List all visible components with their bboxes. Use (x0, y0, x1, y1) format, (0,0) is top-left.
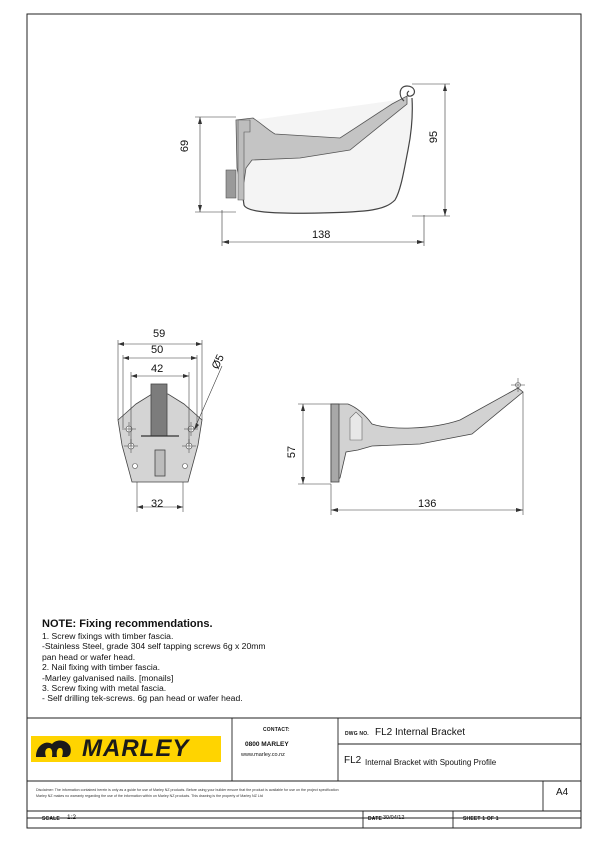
note-line: -Marley galvanised nails. [monails] (42, 672, 174, 683)
note-line: 1. Screw fixings with timber fascia. (42, 631, 174, 641)
contact-label: CONTACT: (263, 727, 290, 733)
contact-phone: 0800 MARLEY (245, 741, 289, 748)
dim-front-left-height: 69 (179, 139, 192, 153)
dwg-value: FL2 Internal Bracket (375, 727, 466, 738)
side-view (298, 378, 525, 515)
scale-value: 1:2 (67, 814, 77, 821)
bracket-tongue (151, 384, 167, 436)
note-line: -Stainless Steel, grade 304 self tapping screws 6g x 20mm (42, 641, 266, 652)
note-line: pan head or wafer head. (42, 651, 136, 662)
bracket-face-view (118, 340, 222, 512)
logo-text: MARLEY (82, 735, 190, 762)
bracket-slot (155, 450, 165, 476)
disclaimer-line: Disclaimer: The information contained herein is only as a guide for use of Marley NZ products. Before using your builder ensure that the product is available for use on the project specification (36, 788, 339, 792)
contact-website: www.marley.co.nz (241, 752, 285, 758)
dim-front-right-height: 95 (428, 130, 441, 144)
dim-bracket-50: 50 (151, 344, 164, 356)
dim-side-width: 136 (418, 498, 437, 510)
date-label: DATE (368, 816, 383, 822)
dim-side-height: 57 (286, 445, 299, 459)
dim-bracket-42: 42 (151, 363, 164, 375)
fixing-notes (42, 618, 342, 704)
note-line: - Self drilling tek-screws. 6g pan head or wafer head. (42, 693, 243, 704)
dim-front-width: 138 (312, 229, 331, 241)
disclaimer (36, 788, 536, 799)
side-screw-mark (511, 378, 525, 392)
front-view (195, 84, 450, 246)
description: Internal Bracket with Spouting Profile (365, 758, 497, 767)
note-line: 2. Nail fixing with timber fascia. (42, 662, 160, 673)
notes-heading: NOTE: Fixing recommendations. (42, 618, 213, 630)
disclaimer-line: Marley NZ makes no warranty regarding the use of the information within on Marley NZ products. This drawing is the property of Marley NZ Ltd (36, 793, 263, 798)
dim-bracket-59: 59 (153, 328, 166, 340)
dim-hole-diameter: Ø5 (209, 352, 227, 372)
scale-label: SCALE (42, 816, 60, 822)
side-back-plate (331, 404, 339, 482)
sheet-size: A4 (556, 787, 569, 798)
date-value: 30/04/12 (383, 815, 405, 821)
description-code: FL2 (344, 755, 362, 766)
note-line: 3. Screw fixing with metal fascia. (42, 683, 167, 694)
dwg-label: DWG NO. (345, 731, 369, 737)
bracket-back-plate (226, 170, 236, 198)
dim-bracket-32: 32 (151, 498, 164, 510)
sheet-label: SHEET 1 OF 1 (463, 816, 499, 822)
